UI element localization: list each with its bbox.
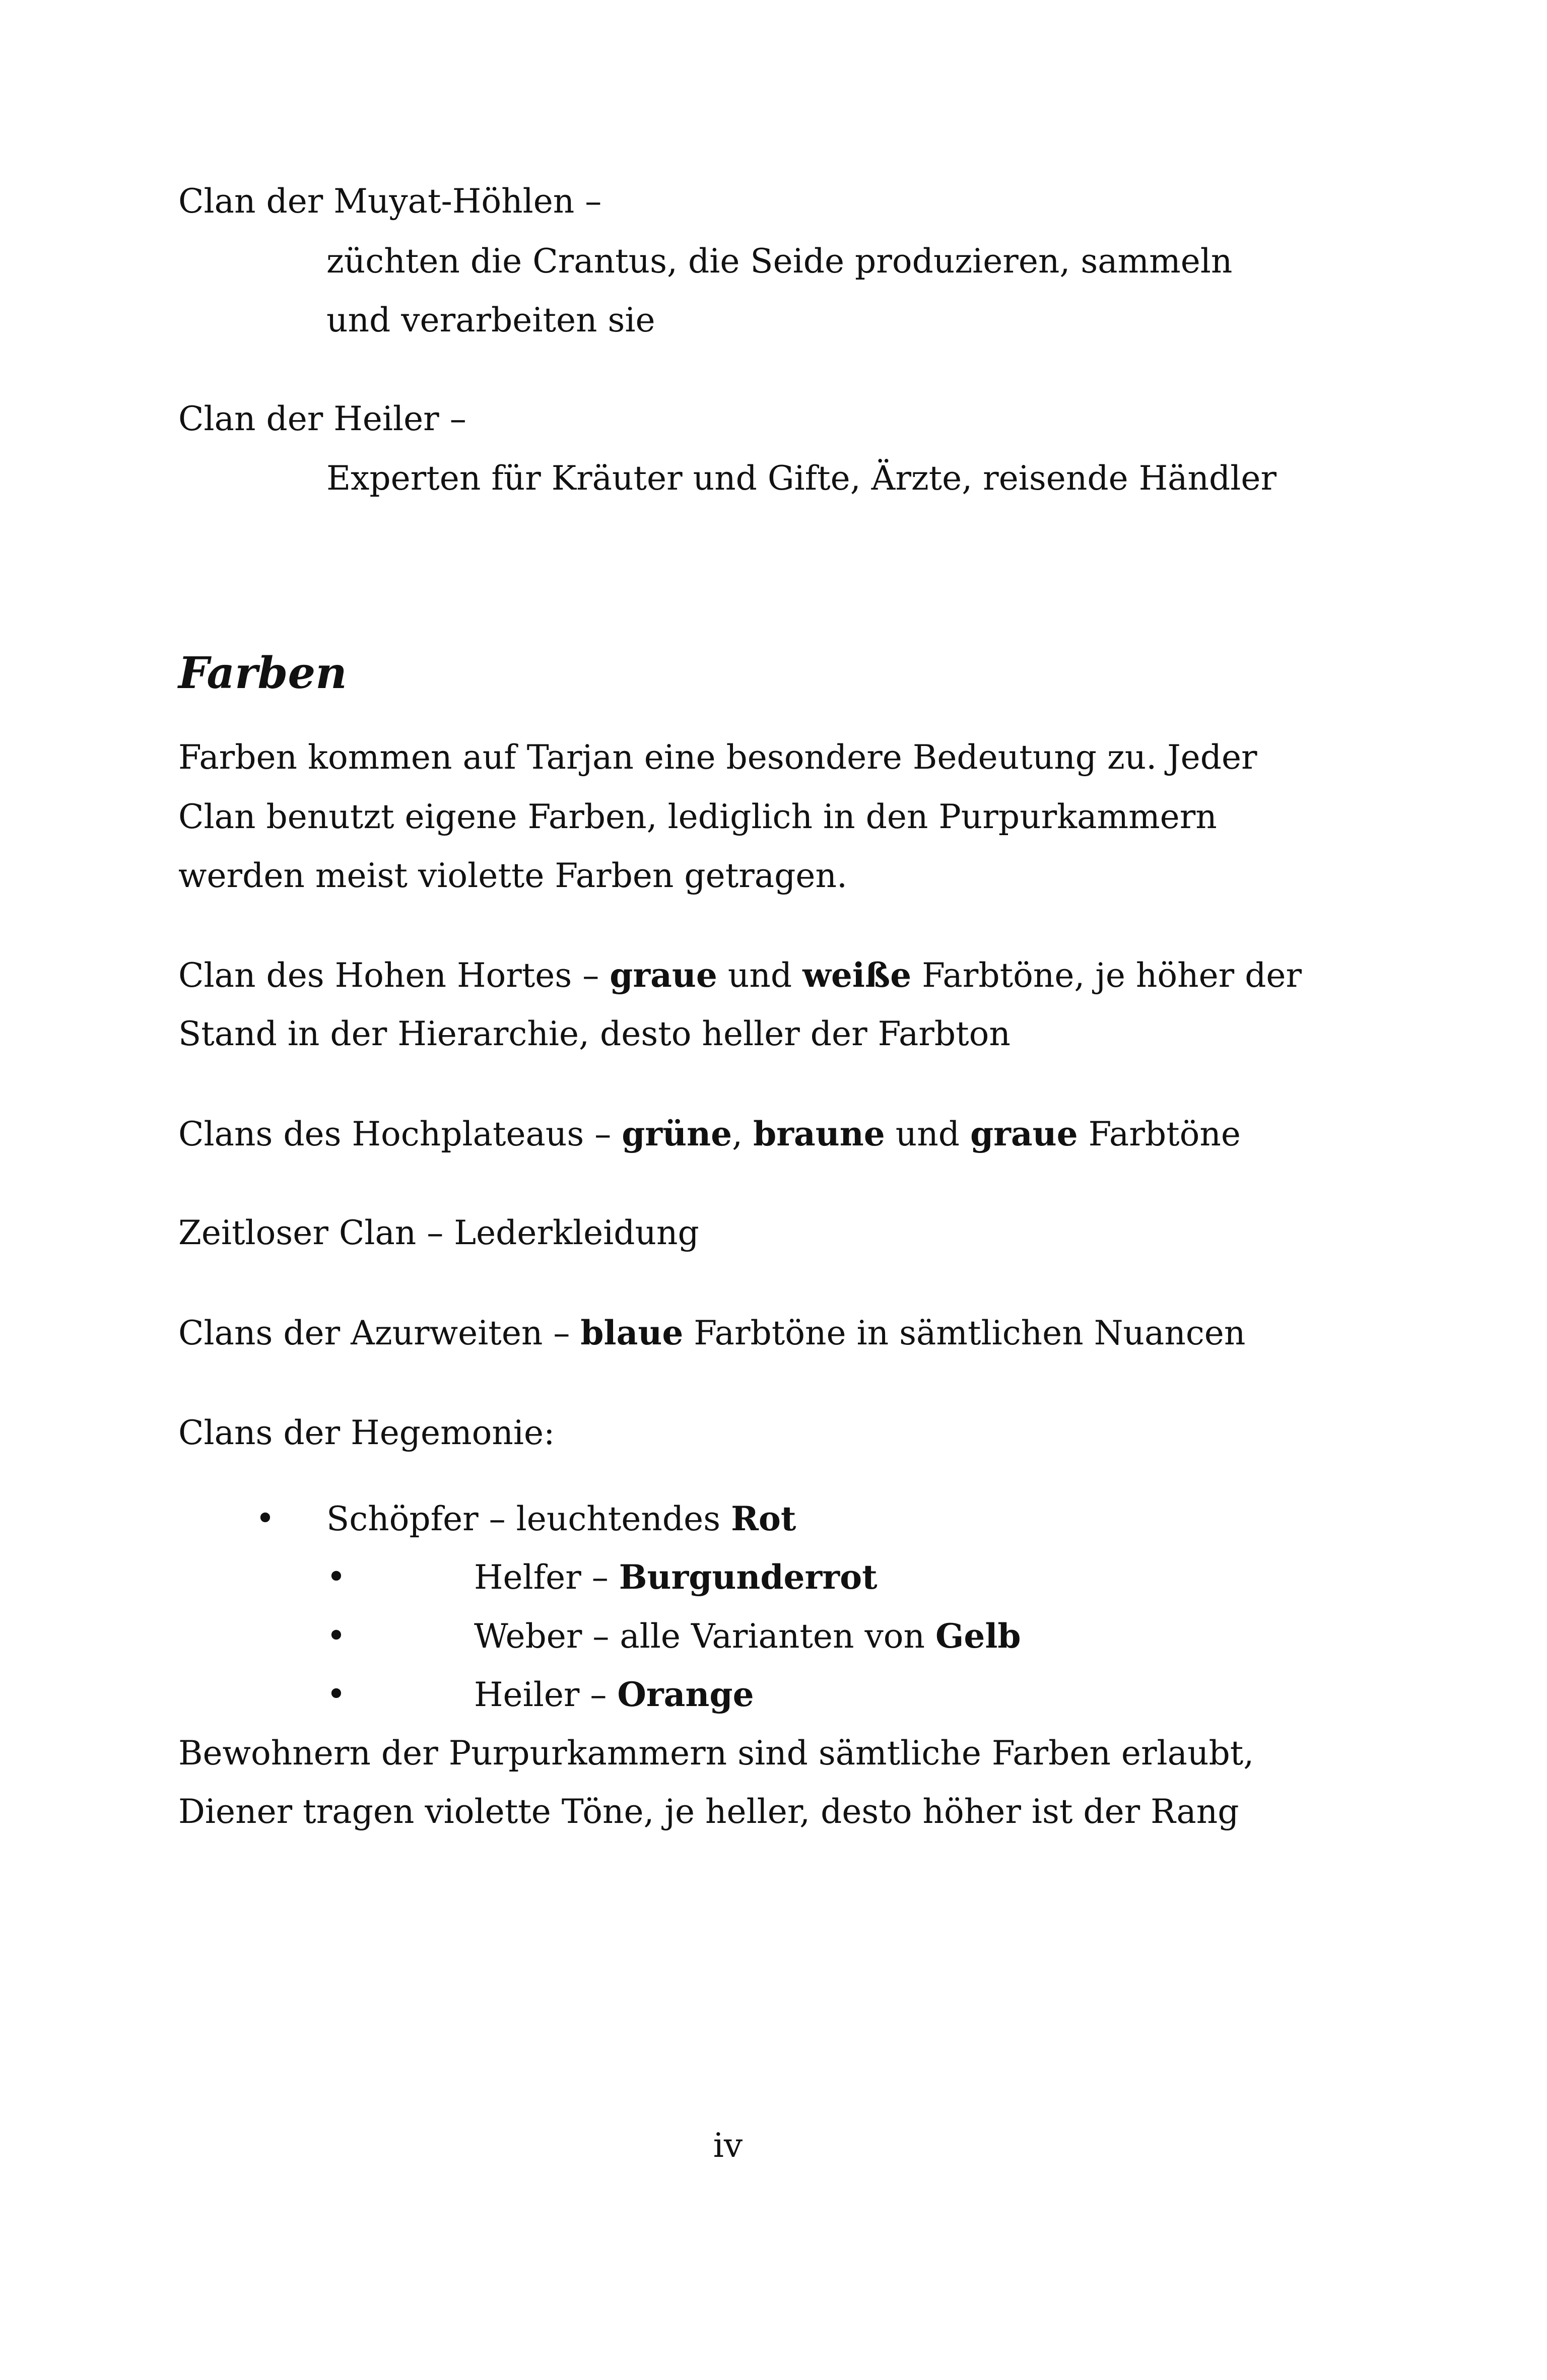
closing-line-1: Bewohnern der Purpurkammern sind sämtliche Farben erlaubt, xyxy=(178,1734,1254,1773)
bullet-icon: • xyxy=(326,1616,346,1655)
hegemonie-item-helfer: Helfer – Burgunderrot xyxy=(474,1557,878,1597)
hegemonie-item-heiler: Heiler – Orange xyxy=(474,1675,754,1714)
hoher-hort-line-2: Stand in der Hierarchie, desto heller der Farbton xyxy=(178,1014,1011,1053)
bullet-icon: • xyxy=(326,1675,346,1714)
hegemonie-label: Clans der Hegemonie: xyxy=(178,1413,555,1452)
intro-line-2: Clan benutzt eigene Farben, lediglich in den Purpurkammern xyxy=(178,797,1217,836)
hegemonie-item-schoepfer: Schöpfer – leuchtendes Rot xyxy=(326,1499,796,1538)
intro-line-3: werden meist violette Farben getragen. xyxy=(178,856,847,895)
bullet-icon: • xyxy=(255,1499,275,1538)
clan-heiler-name: Clan der Heiler – xyxy=(178,399,466,438)
bullet-icon: • xyxy=(326,1557,346,1596)
page-number: iv xyxy=(713,2126,743,2165)
zeitloser-clan-line: Zeitloser Clan – Lederkleidung xyxy=(178,1213,699,1252)
closing-line-2: Diener tragen violette Töne, je heller, desto höher ist der Rang xyxy=(178,1792,1239,1831)
clan-muyat-name: Clan der Muyat-Höhlen – xyxy=(178,182,602,221)
intro-line-1: Farben kommen auf Tarjan eine besondere Bedeutung zu. Jeder xyxy=(178,738,1257,777)
hochplateau-line: Clans des Hochplateaus – grüne, braune und graue Farbtöne xyxy=(178,1114,1241,1153)
section-heading-farben: Farben xyxy=(178,648,347,699)
clan-heiler-description-line-1: Experten für Kräuter und Gifte, Ärzte, reisende Händler xyxy=(326,459,1276,498)
azurweiten-line: Clans der Azurweiten – blaue Farbtöne in sämtlichen Nuancen xyxy=(178,1313,1246,1352)
hegemonie-item-weber: Weber – alle Varianten von Gelb xyxy=(474,1616,1021,1656)
clan-muyat-description-line-2: und verarbeiten sie xyxy=(326,301,655,339)
clan-muyat-description-line-1: züchten die Crantus, die Seide produzieren, sammeln xyxy=(326,242,1233,281)
hoher-hort-line-1: Clan des Hohen Hortes – graue und weiße Farbtöne, je höher der xyxy=(178,956,1302,995)
